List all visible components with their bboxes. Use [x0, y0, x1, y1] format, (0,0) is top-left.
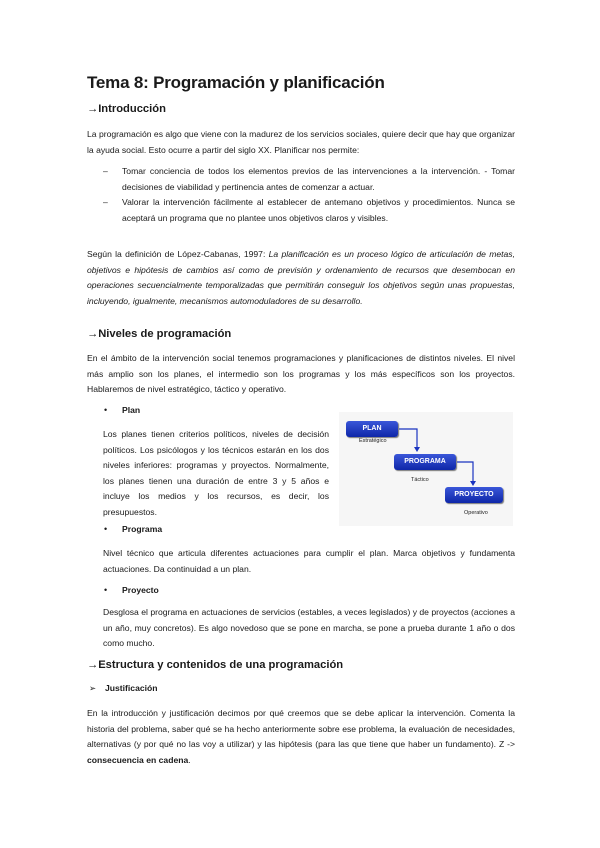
heading-introduccion: →Introducción [87, 103, 166, 115]
diagram-caption-operativo: Operativo [464, 510, 488, 516]
justificacion-end: . [188, 754, 191, 765]
definition-quote: La planificación es un proceso lógico de articulación de metas, objetivos e hipótesis de cambios así como de previsión y ordenamiento de recursos que desembocan en operaciones secuencialmente temporalizadas que permitirán conseguir los objetivos según unas propuestas, incluyendo, igualmente, mecanismos automoduladores de su desarrollo. [87, 249, 515, 306]
dash-marker: – [103, 166, 108, 176]
page-title: Tema 8: Programación y planificación [87, 73, 385, 92]
arrow-bullet-icon: ➢ [89, 683, 97, 693]
proyecto-text: Desglosa el programa en actuaciones de servicios (estables, a veces legislados) y de proyectos (acciones a un año, muy concretos). Es algo novedoso que se pone en marcha, se pone a prueba durante 1 año o dos como mucho. [103, 607, 515, 649]
levels-paragraph: En el ámbito de la intervención social tenemos programaciones y planificaciones de distintos niveles. El nivel más amplio son los planes, el intermedio son los programas y los más específicos son los proyectos. Hablaremos de nivel estratégico, táctico y operativo. [87, 353, 515, 395]
diagram-box-proyecto: PROYECTO [445, 487, 503, 503]
intro-paragraph: La programación es algo que viene con la madurez de los servicios sociales, quiere decir que hay que organizar la ayuda social. Esto ocurre a partir del siglo XX. Planificar nos permite: [87, 129, 515, 155]
bullet-marker: • [104, 585, 108, 595]
diagram-box-programa: PROGRAMA [394, 454, 456, 470]
heading-estructura: →Estructura y contenidos de una programación [87, 659, 344, 671]
programa-text: Nivel técnico que articula diferentes actuaciones para cumplir el plan. Marca objetivos y fundamenta actuaciones. Da continuidad a un plan. [103, 548, 515, 574]
bullet-marker: • [104, 405, 108, 415]
justificacion-bold: consecuencia en cadena [87, 754, 189, 765]
diagram-caption-tactico: Táctico [411, 477, 429, 483]
justificacion-text [87, 706, 515, 768]
justificacion-body: En la introducción y justificación decimos por qué creemos que se debe aplicar la intervención. Comenta la historia del problema, saber qué se ha hecho anteriormente sobre ese problema, la evaluación de necesidades, alternativas (y por qué no las voy a utilizar) y las hipótesis (para las que tiene que haber un fundamento). Z -> [87, 708, 515, 750]
heading-niveles: →Niveles de programación [87, 328, 232, 340]
proyecto-label: Proyecto [122, 585, 159, 595]
plan-text: Los planes tienen criterios políticos, niveles de decisión políticos. Los psicólogos y los técnicos estarán en los dos niveles inferiores: programas y proyectos. Normalmente, los planes tienen una duración de entre 3 y 5 años e incluye los medios y los recursos, es decir, los presupuestos. [103, 429, 329, 517]
intro-list-item-2: Valorar la intervención fácilmente al establecer de antemano objetivos y procedimientos. Nunca se aceptará un programa que no plantee unos objetivos claros y visibles. [122, 197, 515, 223]
dash-marker: – [103, 197, 108, 207]
intro-list-item-1: Tomar conciencia de todos los elementos previos de las intervenciones a la intervención. - Tomar decisiones de viabilidad y pertinencia antes de comenzar a actuar. [122, 166, 515, 192]
diagram-caption-estrategico: Estratégico [359, 438, 387, 444]
plan-label: Plan [122, 405, 141, 415]
justificacion-label: Justificación [105, 683, 158, 693]
definition-paragraph [87, 247, 515, 309]
bullet-marker: • [104, 524, 108, 534]
programa-label: Programa [122, 524, 163, 534]
definition-lead: Según la definición de López-Cabanas, 1997: [87, 249, 269, 259]
diagram-box-plan: PLAN [346, 421, 398, 437]
planning-levels-diagram [339, 412, 513, 526]
